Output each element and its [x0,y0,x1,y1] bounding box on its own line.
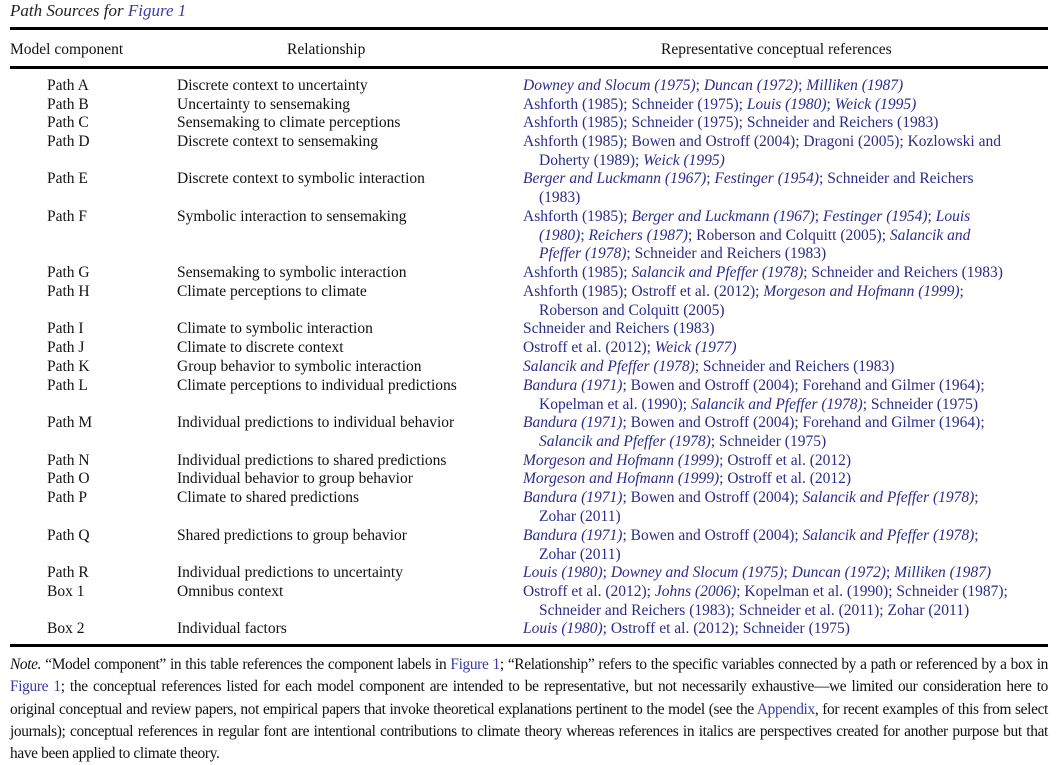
figure-1-link[interactable]: Figure 1 [10,678,61,696]
reference-line[interactable]: (1983) [539,188,581,206]
model-component-cell: Path R [47,564,89,581]
model-component-cell: Path H [47,283,90,300]
reference-line[interactable]: Ostroff et al. (2012); Johns (2006); Kopelman et al. (1990); Schneider (1987); [523,583,1008,600]
relationship-cell: Sensemaking to climate perceptions [177,114,401,131]
relationship-cell: Uncertainty to sensemaking [177,96,351,113]
reference-line[interactable]: Ashforth (1985); Bowen and Ostroff (2004); Dragoni (2005); Kozlowski and [523,133,1001,150]
references-cell[interactable] [523,583,1048,620]
relationship-cell: Shared predictions to group behavior [177,527,407,544]
reference-line[interactable]: (1980); Reichers (1987); Roberson and Colquitt (2005); Salancik and [539,226,971,244]
top-rule [10,27,1048,30]
note-body [10,656,1048,762]
reference-line[interactable]: Louis (1980); Ostroff et al. (2012); Schneider (1975) [523,620,850,637]
model-component-cell: Box 1 [47,583,85,600]
relationship-cell: Individual predictions to individual behavior [177,414,455,431]
reference-line[interactable]: Ashforth (1985); Ostroff et al. (2012); Morgeson and Hofmann (1999); [523,283,964,300]
model-component-cell: Path F [47,208,88,225]
relationship-cell: Discrete context to sensemaking [177,133,379,150]
references-cell[interactable] [523,77,1048,96]
references-cell[interactable] [523,489,1048,526]
figure-1-link[interactable]: Figure 1 [127,1,187,20]
note-text: “Model component” in this table references the component labels in [41,656,451,673]
reference-line[interactable]: Salancik and Pfeffer (1978); Schneider and Reichers (1983) [523,358,895,375]
reference-line[interactable]: Berger and Luckmann (1967); Festinger (1954); Schneider and Reichers [523,170,974,187]
reference-line[interactable]: Ostroff et al. (2012); Weick (1977) [523,339,737,356]
model-component-cell: Path E [47,170,88,187]
relationship-cell: Sensemaking to symbolic interaction [177,264,407,281]
reference-line[interactable]: Zohar (2011) [539,507,621,525]
reference-line[interactable]: Morgeson and Hofmann (1999); Ostroff et al. (2012) [523,470,852,487]
references-cell[interactable] [523,96,1048,115]
reference-line[interactable]: Morgeson and Hofmann (1999); Ostroff et al. (2012) [523,452,852,469]
relationship-cell: Omnibus context [177,583,284,600]
reference-line[interactable]: Pfeffer (1978); Schneider and Reichers (1983) [539,245,827,263]
header-relationship: Relationship [287,41,366,58]
references-cell[interactable] [523,170,1048,207]
reference-line[interactable]: Louis (1980); Downey and Slocum (1975); Duncan (1972); Milliken (1987) [523,564,991,581]
references-cell[interactable] [523,358,1048,377]
references-cell[interactable] [523,620,1048,639]
reference-line[interactable]: Roberson and Colquitt (2005) [539,301,725,319]
reference-line[interactable]: Salancik and Pfeffer (1978); Schneider (1975) [539,432,827,450]
model-component-cell: Path G [47,264,90,281]
references-cell[interactable] [523,452,1048,471]
references-cell[interactable] [523,377,1048,414]
reference-line[interactable]: Schneider and Reichers (1983) [523,320,715,337]
model-component-cell: Path M [47,414,93,431]
header-references: Representative conceptual references [661,41,892,58]
reference-line[interactable]: Ashforth (1985); Berger and Luckmann (1967); Festinger (1954); Louis [523,208,971,225]
reference-line[interactable]: Doherty (1989); Weick (1995) [539,151,725,169]
references-cell[interactable] [523,208,1048,264]
relationship-cell: Symbolic interaction to sensemaking [177,208,407,225]
model-component-cell: Path A [47,77,89,94]
references-cell[interactable] [523,320,1048,339]
appendix-link[interactable]: Appendix [756,700,815,718]
reference-line[interactable]: Downey and Slocum (1975); Duncan (1972); Milliken (1987) [523,77,904,94]
references-cell[interactable] [523,133,1048,170]
reference-line[interactable]: Bandura (1971); Bowen and Ostroff (2004); Salancik and Pfeffer (1978); [523,527,979,544]
table-note [10,654,1048,765]
relationship-cell: Individual predictions to uncertainty [177,564,403,581]
reference-line[interactable]: Zohar (2011) [539,545,621,563]
relationship-cell: Climate perceptions to individual predictions [177,377,457,394]
references-cell[interactable] [523,114,1048,133]
model-component-cell: Path Q [47,527,90,544]
model-component-cell: Path J [47,339,85,356]
references-cell[interactable] [523,414,1048,451]
model-component-cell: Path K [47,358,90,375]
note-text: ; the conceptual references listed for each model component are intended to be representative, but not necessarily exhaustive—we limited our consideration here to original conceptual and review papers, not empirical papers that invoke theoretical explanations pertinent to the model (see the [10,678,1048,718]
relationship-cell: Individual behavior to group behavior [177,470,413,487]
header-rule [10,66,1048,69]
relationship-cell: Group behavior to symbolic interaction [177,358,422,375]
reference-line[interactable]: Ashforth (1985); Schneider (1975); Louis (1980); Weick (1995) [523,96,917,113]
model-component-cell: Path P [47,489,88,506]
header-model-component: Model component [10,41,124,58]
reference-line[interactable]: Schneider and Reichers (1983); Schneider et al. (2011); Zohar (2011) [539,601,970,619]
note-text: ; “Relationship” refers to the specific variables connected by a path or referenced by a box in [499,656,1048,673]
model-component-cell: Path B [47,96,89,113]
references-cell[interactable] [523,470,1048,489]
relationship-cell: Climate to symbolic interaction [177,320,373,337]
relationship-cell: Individual predictions to shared predictions [177,452,447,469]
reference-line[interactable]: Ashforth (1985); Schneider (1975); Schneider and Reichers (1983) [523,114,939,131]
reference-line[interactable]: Bandura (1971); Bowen and Ostroff (2004); Salancik and Pfeffer (1978); [523,489,979,506]
reference-line[interactable]: Ashforth (1985); Salancik and Pfeffer (1978); Schneider and Reichers (1983) [523,264,1003,281]
relationship-cell: Climate to discrete context [177,339,344,356]
references-cell[interactable] [523,283,1048,320]
reference-line[interactable]: Kopelman et al. (1990); Salancik and Pfeffer (1978); Schneider (1975) [539,395,979,413]
model-component-cell: Path D [47,133,90,150]
table-title-prefix: Path Sources for [10,1,128,20]
table-title [10,1,186,21]
figure-1-link[interactable]: Figure 1 [450,656,500,673]
relationship-cell: Discrete context to symbolic interaction [177,170,425,187]
model-component-cell: Path L [47,377,88,394]
model-component-cell: Path I [47,320,84,337]
note-label: Note. [10,656,42,673]
bottom-rule [10,644,1048,647]
relationship-cell: Climate perceptions to climate [177,283,367,300]
model-component-cell: Path N [47,452,90,469]
model-component-cell: Path O [47,470,90,487]
note-text: , for recent examples of this from select journals); conceptual references in regular font are intentional contributions to climate theory whereas references in italics are perspectives created for another purpose but that have been applied to climate theory. [10,700,1048,763]
references-cell[interactable] [523,339,1048,358]
reference-line[interactable]: Bandura (1971); Bowen and Ostroff (2004); Forehand and Gilmer (1964); [523,414,985,431]
reference-line[interactable]: Bandura (1971); Bowen and Ostroff (2004); Forehand and Gilmer (1964); [523,377,985,394]
references-cell[interactable] [523,264,1048,283]
model-component-cell: Box 2 [47,620,85,637]
relationship-cell: Climate to shared predictions [177,489,360,506]
references-cell[interactable] [523,564,1048,583]
relationship-cell: Discrete context to uncertainty [177,77,368,94]
references-cell[interactable] [523,527,1048,564]
model-component-cell: Path C [47,114,89,131]
relationship-cell: Individual factors [177,620,287,637]
